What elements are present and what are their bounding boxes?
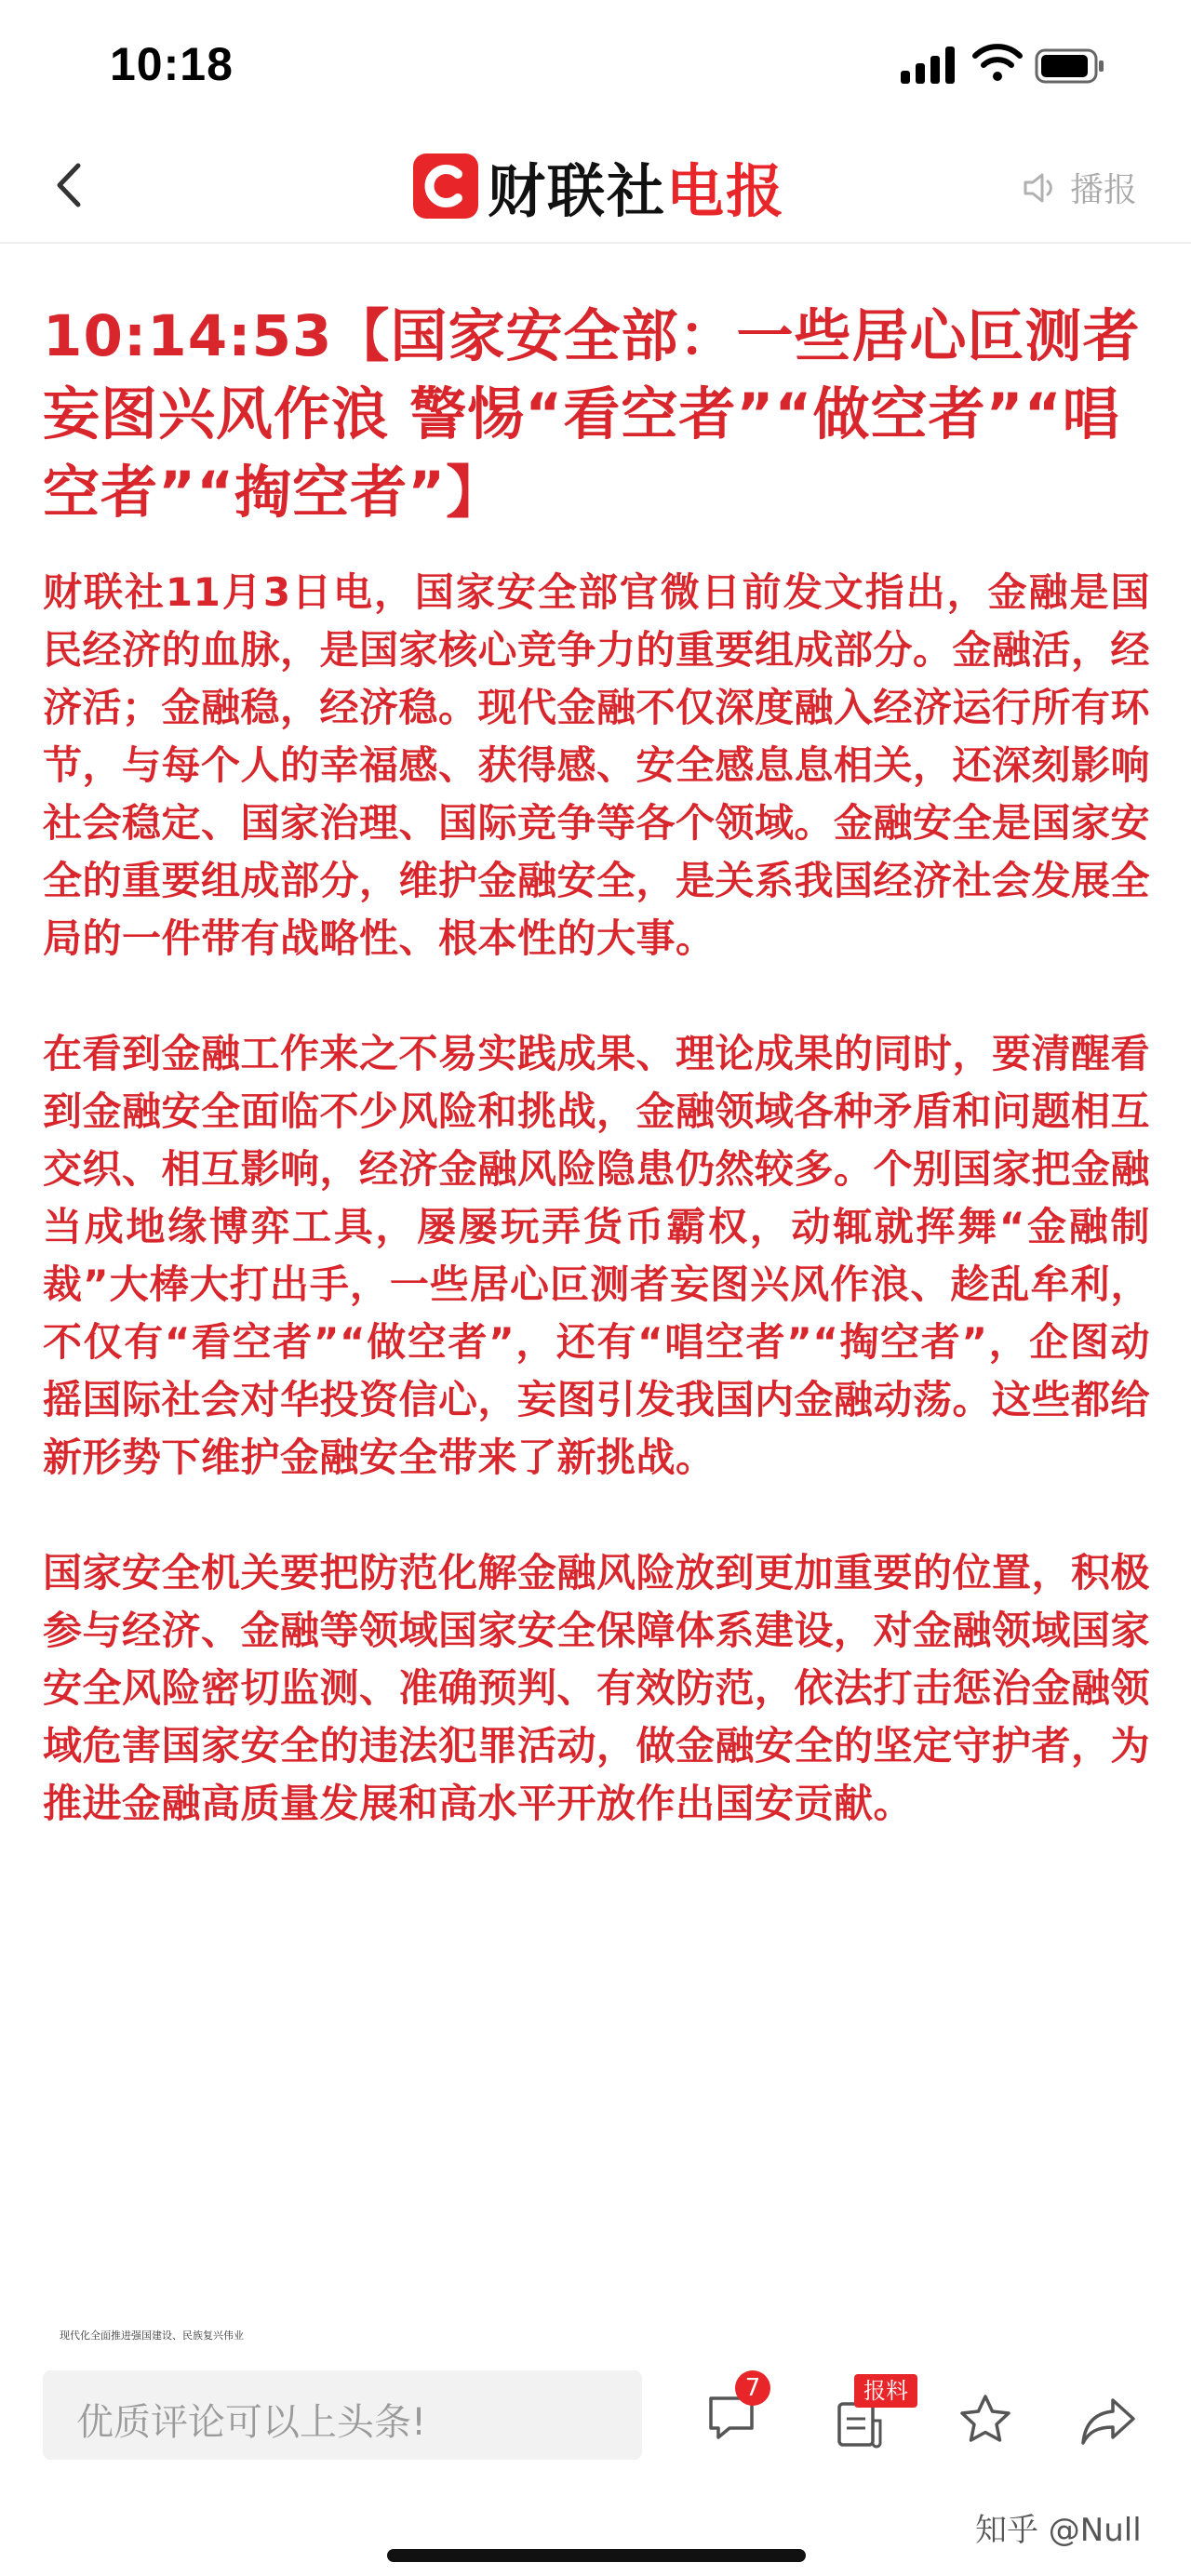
status-time: 10:18 [110,38,234,90]
wifi-icon [971,41,1024,82]
back-arrow-icon[interactable] [47,153,93,218]
bottom-action-bar [0,2354,1191,2576]
article-paragraph-2: 在看到金融工作来之不易实践成果、理论成果的同时，要清醒看到金融安全面临不少风险和挑战，金融领域各种矛盾和问题相互交织、相互影响，经济金融风险隐患仍然较多。个别国家把金融当成地缘博弈工具，屡屡玩弄货币霸权，动辄就挥舞“金融制裁”大棒大打出手，一些居心叵测者妄图兴风作浪、趁乱牟利，不仅有“看空者”“做空者”，还有“唱空者”“掏空者”，企图动摇国际社会对华投资信心，妄图引发我国内金融动荡。这些都给新形势下维护金融安全带来了新挑战。 [43,1031,1151,1480]
star-icon[interactable] [957,2391,1014,2449]
brand-logo [413,143,785,229]
broadcast-button[interactable] [1020,164,1137,211]
article-body [43,298,1150,1833]
broadcast-label: 播报 [1070,171,1138,209]
report-badge: 报料 [854,2374,917,2408]
zhihu-watermark: 知乎 @Null [975,2512,1142,2549]
brand-name: 财联社 [488,156,667,225]
status-bar [0,0,1191,130]
comment-input[interactable] [43,2370,642,2460]
comment-count-badge: 7 [735,2370,770,2406]
comment-placeholder: 优质评论可以上头条! [76,2401,427,2444]
speaker-icon [1020,167,1061,208]
brand-name-accent: 电报 [666,156,786,225]
app-header [0,130,1191,244]
battery-icon [1035,48,1105,84]
share-icon[interactable] [1077,2393,1139,2449]
cellular-signal-icon [901,47,958,84]
article-paragraph-3: 国家安全机关要把防范化解金融风险放到更加重要的位置，积极参与经济、金融等领域国家安全保障体系建设，对金融领域国家安全风险密切监测、准确预判、有效防范，依法打击惩治金融领域危害国家安全的违法犯罪活动，做金融安全的坚定守护者，为推进金融高质量发展和高水平开放作出国安贡献。 [43,1550,1151,1826]
article-paragraph-1: 财联社11月3日电，国家安全部官微日前发文指出，金融是国民经济的血脉，是国家核心竞争力的重要组成部分。金融活，经济活；金融稳，经济稳。现代金融不仅深度融入经济运行所有环节，与每个人的幸福感、获得感、安全感息息相关，还深刻影响社会稳定、国家治理、国际竞争等各个领域。金融安全是国家安全的重要组成部分，维护金融安全，是关系我国经济社会发展全局的一件带有战略性、根本性的大事。 [43,569,1151,961]
article-footnote: 现代化全面推进强国建设、民族复兴伟业 [60,2329,244,2342]
brand-c-icon [413,153,478,219]
article-headline: 10:14:53【国家安全部：一些居心叵测者妄图兴风作浪 警惕“看空者”“做空者”“唱空者”“掏空者”】 [43,303,1141,526]
home-indicator [387,2549,806,2562]
